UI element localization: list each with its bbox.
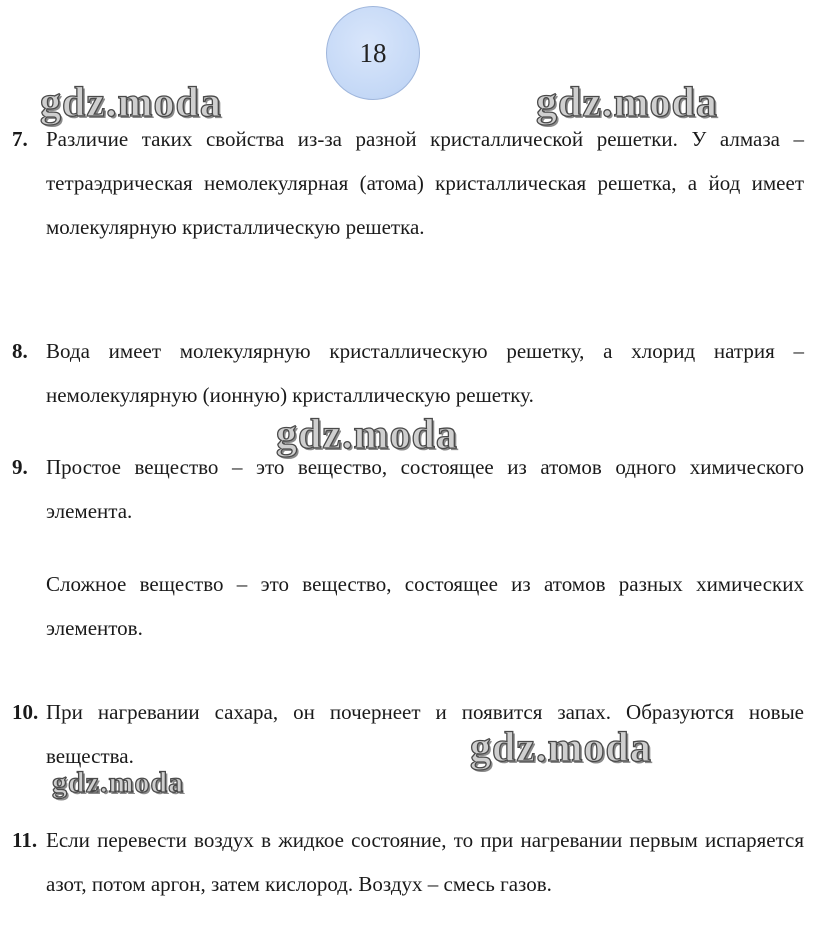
item-paragraph: При нагревании сахара, он почернеет и появится запах. Образуются новые вещества. [46, 700, 804, 768]
item-number: 10. [12, 700, 39, 724]
item-text [46, 445, 804, 650]
item-paragraph: Если перевести воздух в жидкое состояние, то при нагревании первым испаряется азот, потом аргон, затем кислород. Воздух – смесь газов. [46, 828, 804, 896]
answer-item-7 [12, 117, 804, 249]
answer-item-8 [12, 329, 804, 417]
item-paragraph: Простое вещество – это вещество, состоящее из атомов одного химического элемента. [46, 455, 804, 523]
answer-item-10 [12, 690, 804, 778]
watermark-logo: gdz.moda [52, 766, 185, 799]
item-text [46, 690, 804, 778]
watermark-logo: gdz.moda [536, 80, 718, 126]
item-text [46, 818, 804, 906]
item-number: 9. [12, 455, 28, 479]
item-number: 8. [12, 339, 28, 363]
answer-item-11 [12, 818, 804, 906]
item-number: 11. [12, 828, 38, 852]
item-text [46, 117, 804, 249]
watermark-logo: gdz.moda [470, 725, 652, 771]
item-paragraph: Сложное вещество – это вещество, состоящее из атомов разных химических элементов. [46, 572, 804, 640]
watermark-logo: gdz.moda [276, 412, 458, 458]
watermark-logo: gdz.moda [40, 80, 222, 126]
item-paragraph: Различие таких свойства из-за разной кристаллической решетки. У алмаза – тетраэдрическая немолекулярная (атома) кристаллическая решетка, а йод имеет молекулярную кристаллическую решетка. [46, 127, 804, 239]
item-number: 7. [12, 127, 28, 151]
item-text [46, 329, 804, 417]
answer-item-9 [12, 445, 804, 650]
item-paragraph: Вода имеет молекулярную кристаллическую решетку, а хлорид натрия – немолекулярную (ионную) кристаллическую решетку. [46, 339, 804, 407]
page-number-badge: 18 [326, 6, 420, 100]
